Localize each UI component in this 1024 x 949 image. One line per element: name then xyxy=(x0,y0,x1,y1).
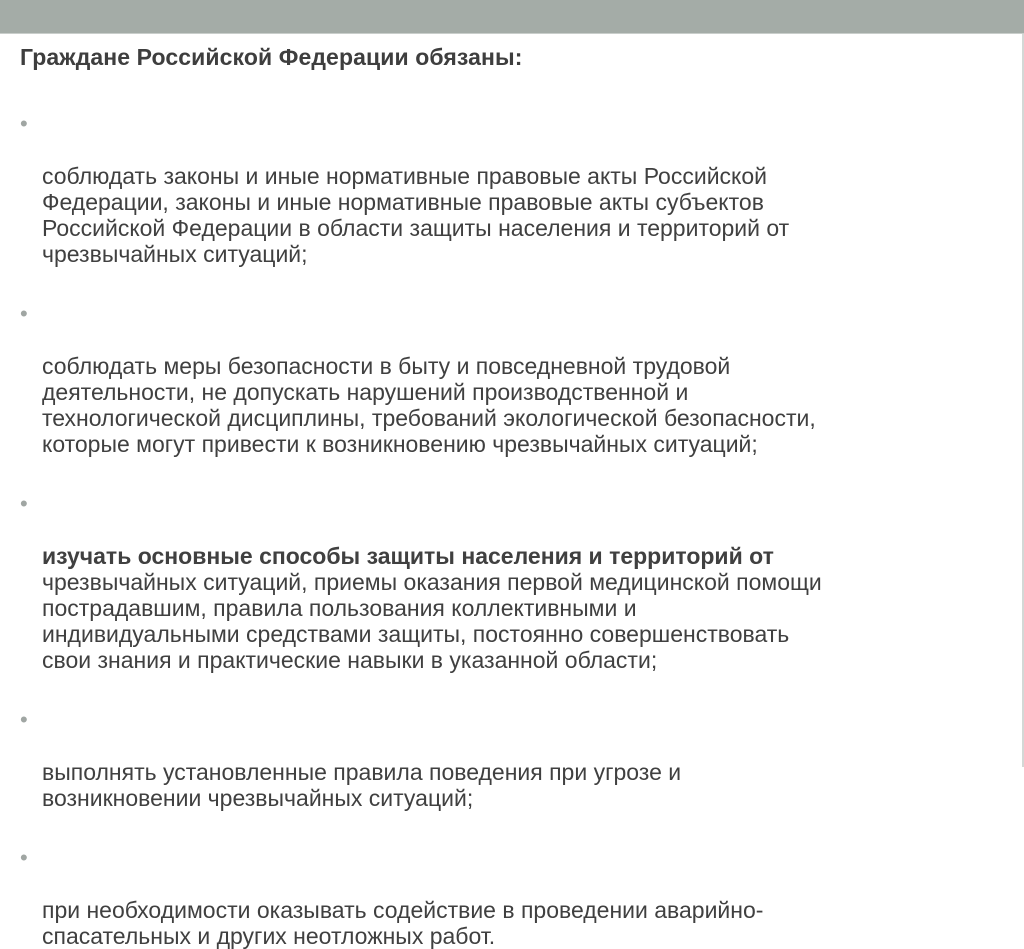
list-item xyxy=(20,707,1000,811)
top-bar xyxy=(0,0,1024,33)
bullet-icon: • xyxy=(20,301,28,326)
bullet-icon: • xyxy=(20,845,28,870)
bullet-icon: • xyxy=(20,491,28,516)
slide-heading: Граждане Российской Федерации обязаны: xyxy=(20,44,523,70)
list-item-text: соблюдать меры безопасности в быту и повседневной трудовой деятельности, не допускать нарушений производственной и технологической дисциплины, требований экологической безопасности, которые могут привести к возникновению чрезвычайных ситуаций; xyxy=(42,353,816,457)
list-item xyxy=(20,491,1000,673)
list-item-text: соблюдать законы и иные нормативные правовые акты Российской Федерации, законы и иные нормативные правовые акты субъектов Российской Федерации в области защиты населения и территорий от чрезвычайных ситуаций; xyxy=(42,163,790,267)
obligations-list xyxy=(20,111,1000,949)
list-item-text: выполнять установленные правила поведения при угрозе и возникновении чрезвычайных ситуаций; xyxy=(42,759,682,811)
list-item xyxy=(20,301,1000,457)
list-item-text: при необходимости оказывать содействие в проведении аварийно- спасательных и других неотложных работ. xyxy=(42,897,764,949)
bullet-icon: • xyxy=(20,707,28,732)
bullet-icon: • xyxy=(20,111,28,136)
top-bar-divider xyxy=(0,33,1024,34)
list-item xyxy=(20,111,1000,267)
list-item-text: чрезвычайных ситуаций, приемы оказания первой медицинской помощи пострадавшим, правила пользования коллективными и индивидуальными средствами защиты, постоянно совершенствовать свои знания и практические навыки в указанной области; xyxy=(42,569,822,673)
list-item xyxy=(20,845,1000,949)
list-item-bold-text: изучать основные способы защиты населения и территорий от xyxy=(42,543,774,569)
